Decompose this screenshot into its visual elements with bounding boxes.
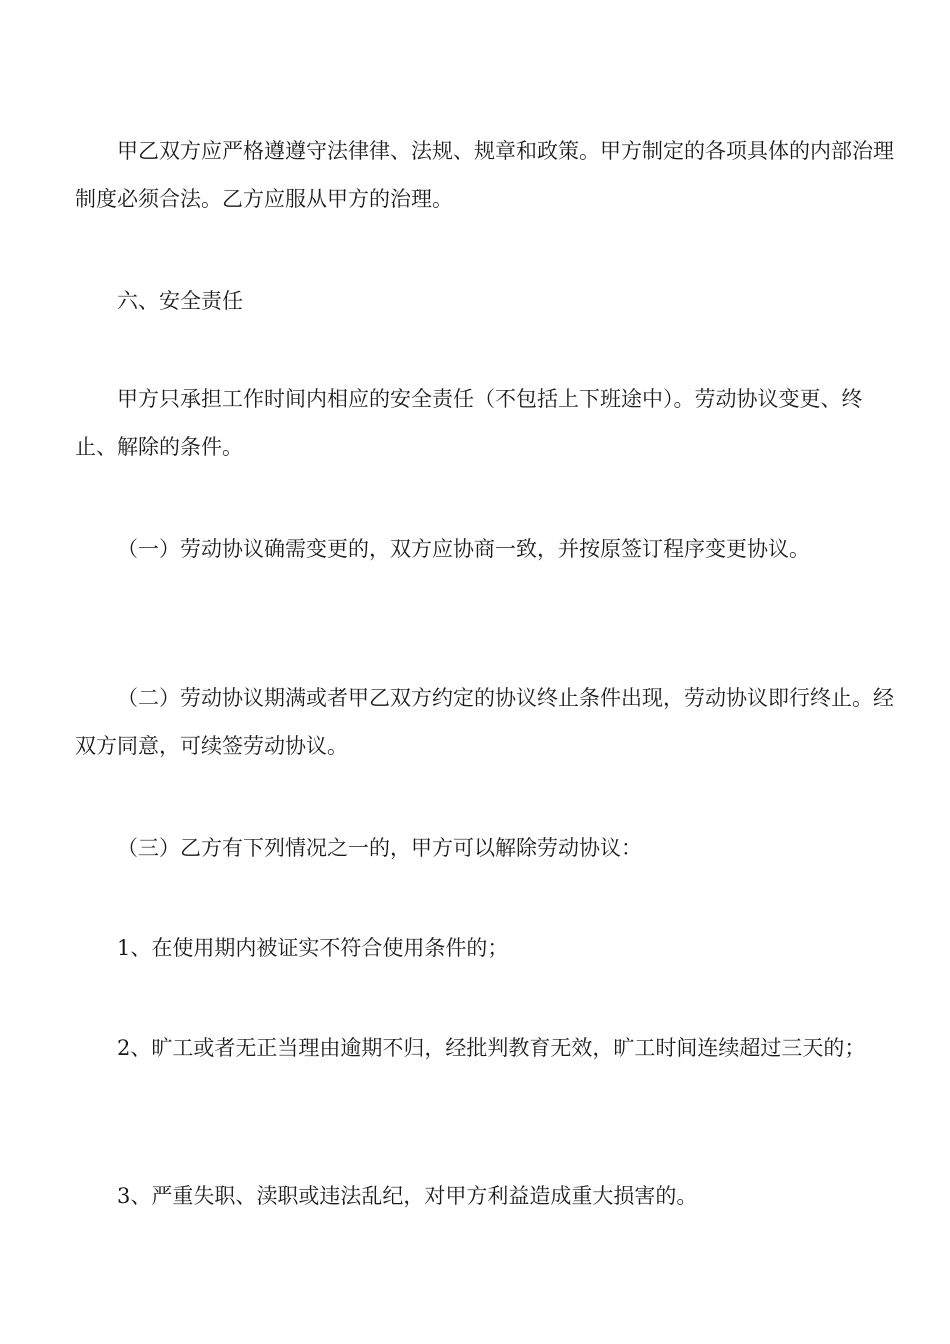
paragraph-clause-2: （二）劳动协议期满或者甲乙双方约定的协议终止条件出现，劳动协议即行终止。经双方同意，可续签劳动协议。 [75,686,894,758]
paragraph-clause-3: （三）乙方有下列情况之一的，甲方可以解除劳动协议： [117,836,642,860]
list-item-2: 2、旷工或者无正当理由逾期不归，经批判教育无效，旷工时间连续超过三天的； [117,1036,866,1060]
paragraph-governance: 甲乙双方应严格遵遵守法律律、法规、规章和政策。甲方制定的各项具体的内部治理制度必须合法。乙方应服从甲方的治理。 [75,139,894,211]
paragraph-safety-responsibility: 甲方只承担工作时间内相应的安全责任（不包括上下班途中）。劳动协议变更、终止、解除的条件。 [75,387,863,459]
section-heading-safety: 六、安全责任 [117,289,243,313]
paragraph-clause-1: （一）劳动协议确需变更的，双方应协商一致，并按原签订程序变更协议。 [117,537,810,561]
list-item-1: 1、在使用期内被证实不符合使用条件的； [117,936,509,960]
list-item-3: 3、严重失职、渎职或违法乱纪，对甲方利益造成重大损害的。 [117,1184,698,1208]
